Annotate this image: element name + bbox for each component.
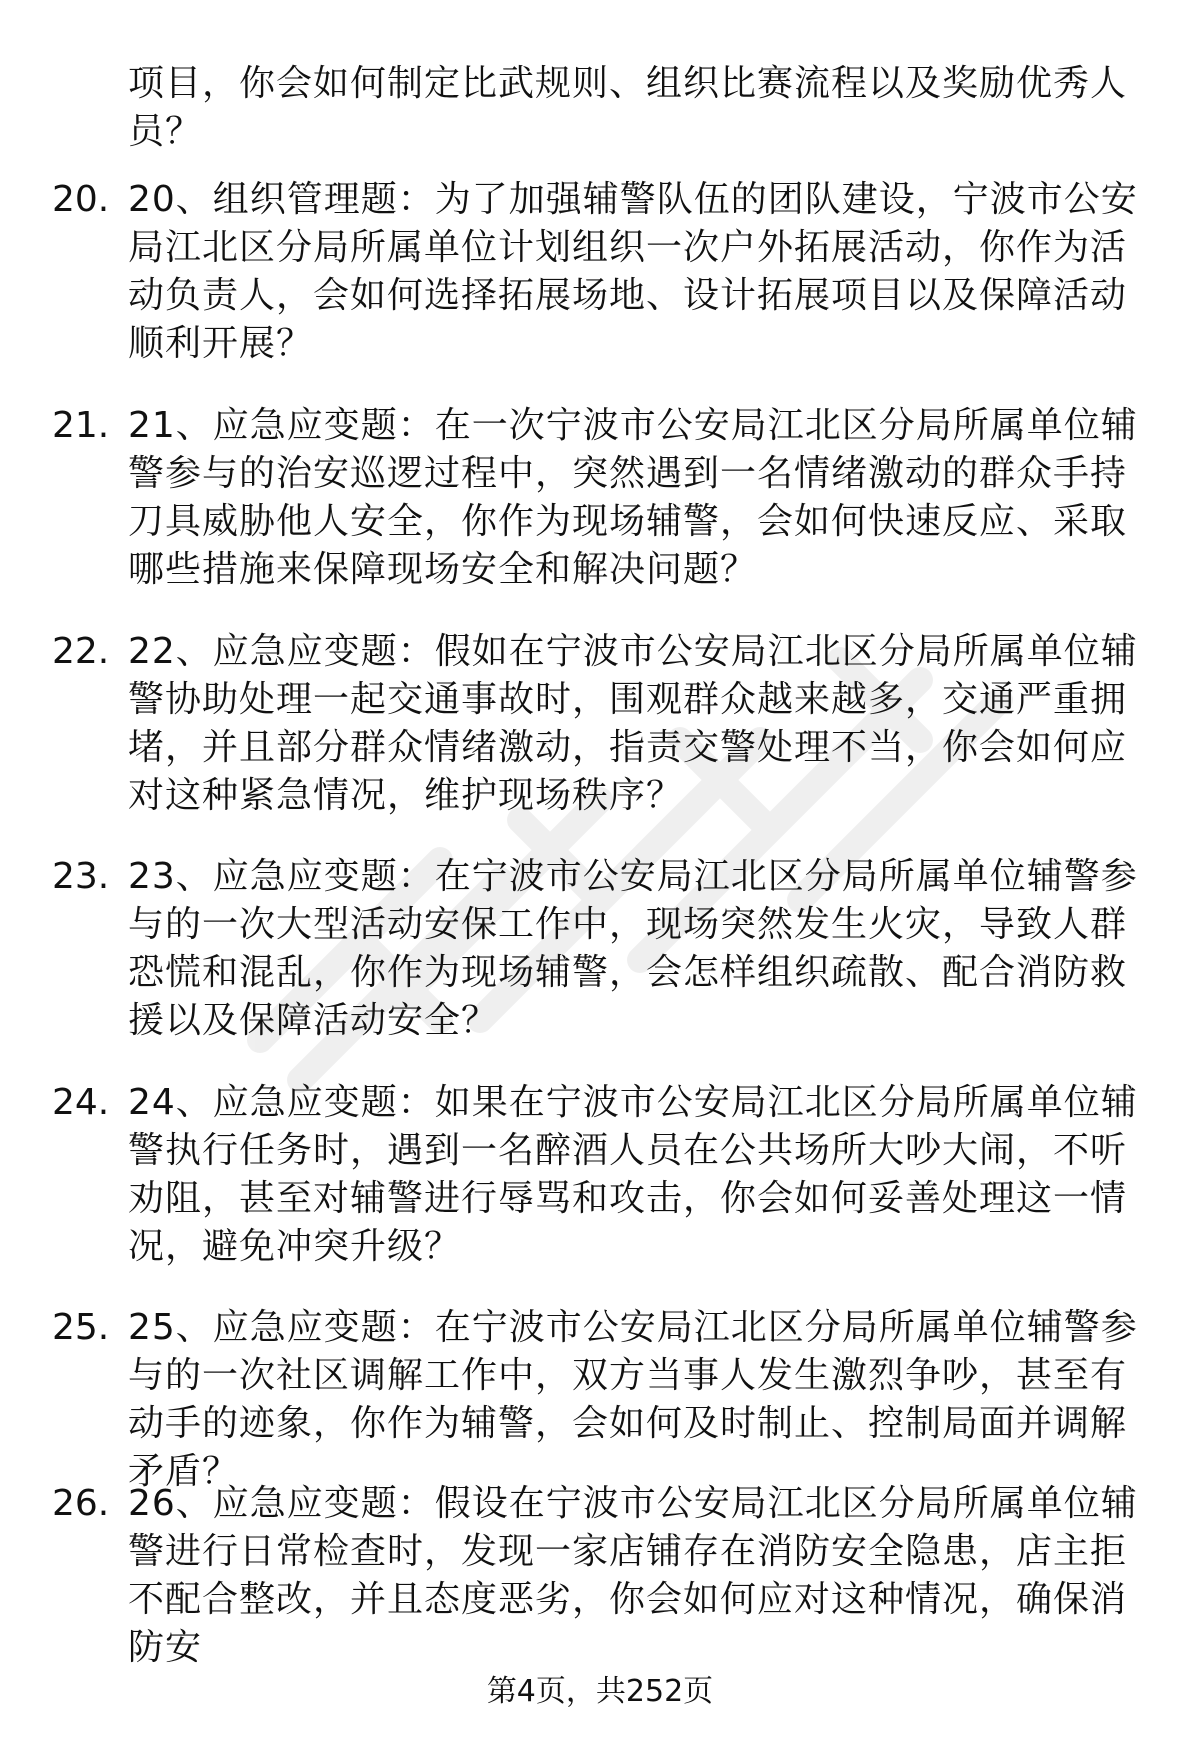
question-number: 23.: [52, 856, 110, 897]
question-number: 26.: [52, 1483, 110, 1524]
question-number: 25.: [52, 1307, 110, 1348]
question-number: 20.: [52, 179, 110, 220]
question-text: 23、应急应变题：在宁波市公安局江北区分局所属单位辅警参与的一次大型活动安保工作中，现场突然发生火灾，导致人群恐慌和混乱，你作为现场辅警，会怎样组织疏散、配合消防救援以及保障活动安全？: [128, 856, 1138, 1041]
question-number: 21.: [52, 405, 110, 446]
continued-question-text: 项目，你会如何制定比武规则、组织比赛流程以及奖励优秀人员？: [128, 63, 1128, 152]
question-number: 22.: [52, 631, 110, 672]
question-text: 20、组织管理题：为了加强辅警队伍的团队建设，宁波市公安局江北区分局所属单位计划组织一次户外拓展活动，你作为活动负责人，会如何选择拓展场地、设计拓展项目以及保障活动顺利开展？: [128, 179, 1138, 364]
question-text: 21、应急应变题：在一次宁波市公安局江北区分局所属单位辅警参与的治安巡逻过程中，突然遇到一名情绪激动的群众手持刀具威胁他人安全，你作为现场辅警，会如何快速反应、采取哪些措施来保障现场安全和解决问题？: [128, 405, 1138, 590]
question-text: 25、应急应变题：在宁波市公安局江北区分局所属单位辅警参与的一次社区调解工作中，双方当事人发生激烈争吵，甚至有动手的迹象，你作为辅警，会如何及时制止、控制局面并调解矛盾？: [128, 1307, 1138, 1492]
page-footer: 第4页，共252页: [486, 1674, 714, 1709]
question-text: 22、应急应变题：假如在宁波市公安局江北区分局所属单位辅警协助处理一起交通事故时，围观群众越来越多，交通严重拥堵，并且部分群众情绪激动，指责交警处理不当，你会如何应对这种紧急情况，维护现场秩序？: [128, 631, 1138, 816]
question-text: 26、应急应变题：假设在宁波市公安局江北区分局所属单位辅警进行日常检查时，发现一家店铺存在消防安全隐患，店主拒不配合整改，并且态度恶劣，你会如何应对这种情况，确保消防安: [128, 1483, 1138, 1668]
question-text: 24、应急应变题：如果在宁波市公安局江北区分局所属单位辅警执行任务时，遇到一名醉酒人员在公共场所大吵大闹，不听劝阻，甚至对辅警进行辱骂和攻击，你会如何妥善处理这一情况，避免冲突升级？: [128, 1082, 1138, 1267]
question-number: 24.: [52, 1082, 110, 1123]
